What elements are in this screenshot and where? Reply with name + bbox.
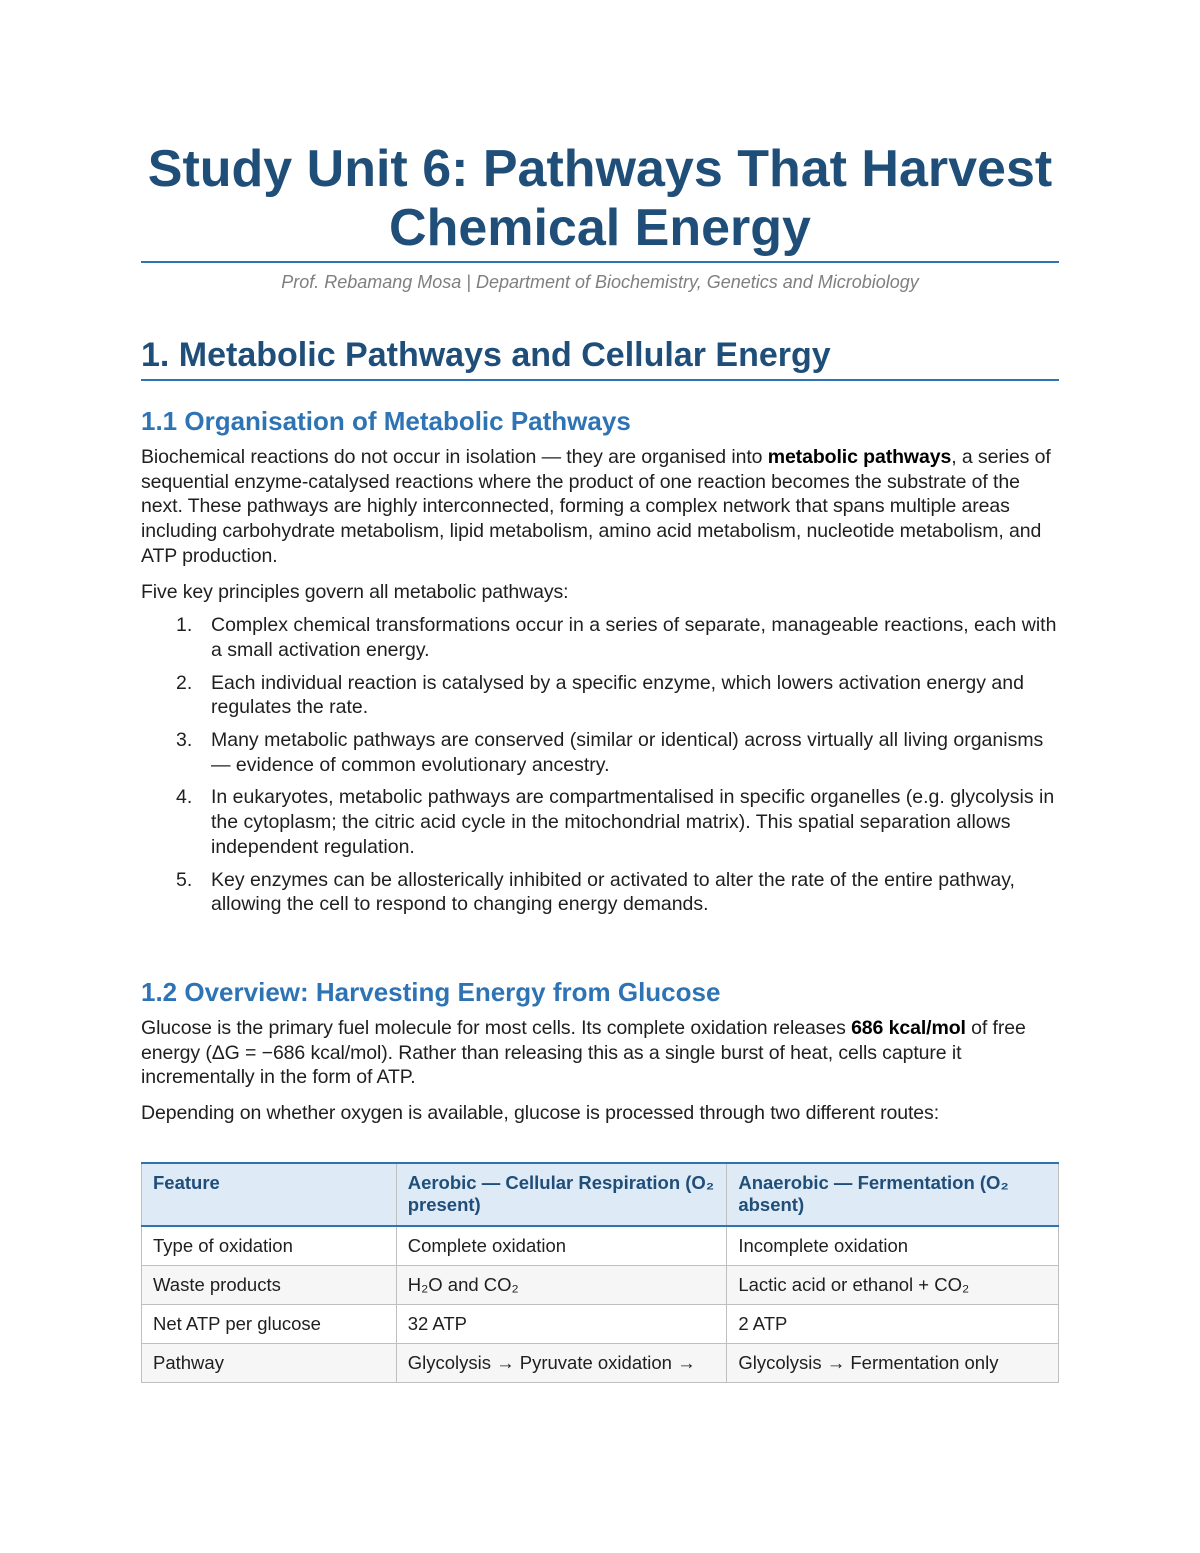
table-cell: Incomplete oxidation — [727, 1226, 1059, 1266]
section-1-2-paragraph-1 — [141, 1016, 1059, 1090]
section-1-heading: 1. Metabolic Pathways and Cellular Energy — [141, 336, 831, 374]
table-cell: Lactic acid or ethanol + CO₂ — [727, 1265, 1059, 1304]
document-page — [141, 0, 1059, 1383]
list-item — [141, 671, 1059, 720]
section-1-1-heading: 1.1 Organisation of Metabolic Pathways — [141, 406, 631, 436]
document-subtitle: Prof. Rebamang Mosa | Department of Biochemistry, Genetics and Microbiology — [281, 272, 919, 292]
table-cell: Type of oxidation — [142, 1226, 397, 1266]
table-cell: H₂O and CO₂ — [396, 1265, 727, 1304]
table-cell: Glycolysis → Pyruvate oxidation → — [396, 1343, 727, 1382]
paragraph-text: of free energy (ΔG = −686 kcal/mol). Rather than releasing this as a single burst of heat, cells capture it incrementally in the form of ATP. — [141, 1016, 1026, 1089]
paragraph-text: Glucose is the primary fuel molecule for most cells. Its complete oxidation releases — [141, 1016, 852, 1039]
list-item-text: In eukaryotes, metabolic pathways are compartmentalised in specific organelles (e.g. glycolysis in the cytoplasm; the citric acid cycle in the mitochondrial matrix). This spatial separation allows independent regulation. — [211, 786, 1055, 858]
table-row — [142, 1304, 1059, 1343]
section-1-1-paragraph-2: Five key principles govern all metabolic pathways: — [141, 580, 569, 603]
section-1-2-heading: 1.2 Overview: Harvesting Energy from Glucose — [141, 976, 721, 1007]
table-cell: Waste products — [142, 1265, 397, 1304]
table-row — [142, 1226, 1059, 1266]
list-item-text: Key enzymes can be allosterically inhibited or activated to alter the rate of the entire pathway, allowing the cell to respond to changing energy demands. — [211, 868, 1015, 916]
table-header-row — [142, 1163, 1059, 1226]
table-row — [142, 1265, 1059, 1304]
list-number: 2. — [176, 671, 193, 694]
table-header-cell: Aerobic — Cellular Respiration (O₂ present) — [396, 1163, 727, 1226]
section-1-divider — [141, 379, 1059, 381]
table-cell: 2 ATP — [727, 1304, 1059, 1343]
section-1-1-paragraph-1 — [141, 445, 1059, 569]
table-cell: Net ATP per glucose — [142, 1304, 397, 1343]
list-number: 1. — [176, 614, 193, 637]
key-value: 686 kcal/mol — [851, 1016, 966, 1039]
list-item-text: Complex chemical transformations occur in a series of separate, manageable reactions, each with a small activation energy. — [211, 614, 1057, 661]
section-1-2-paragraph-2: Depending on whether oxygen is available, glucose is processed through two different routes: — [141, 1102, 940, 1125]
principles-list — [141, 613, 1059, 917]
table-header-cell: Feature — [142, 1163, 397, 1226]
list-item — [141, 613, 1059, 662]
list-number: 3. — [176, 729, 193, 752]
paragraph-text: Biochemical reactions do not occur in isolation — they are organised into — [141, 446, 768, 468]
comparison-table — [141, 1162, 1059, 1383]
table-cell: 32 ATP — [396, 1304, 727, 1343]
table-header-cell: Anaerobic — Fermentation (O₂ absent) — [727, 1163, 1059, 1226]
table-cell: Pathway — [142, 1343, 397, 1382]
table-row — [142, 1343, 1059, 1382]
list-number: 5. — [176, 868, 193, 891]
table-cell: Glycolysis → Fermentation only — [727, 1343, 1059, 1382]
list-number: 4. — [176, 786, 193, 809]
key-term: metabolic pathways — [767, 446, 952, 468]
list-item — [141, 868, 1059, 917]
list-item — [141, 785, 1059, 859]
paragraph-text: , a series of sequential enzyme-catalysed reactions where the product of one reaction becomes the substrate of the next. These pathways are highly interconnected, forming a complex network that spans multiple areas including carbohydrate metabolism, lipid metabolism, amino acid metabolism, nucleotide metabolism, and ATP production. — [141, 446, 1051, 567]
document-title: Study Unit 6: Pathways That Harvest Chemical Energy — [147, 140, 1053, 257]
list-item-text: Each individual reaction is catalysed by a specific enzyme, which lowers activation energy and regulates the rate. — [211, 671, 1024, 719]
list-item — [141, 728, 1059, 777]
list-item-text: Many metabolic pathways are conserved (similar or identical) across virtually all living organisms — evidence of common evolutionary ancestry. — [211, 729, 1044, 776]
table-cell: Complete oxidation — [396, 1226, 727, 1266]
title-divider — [141, 261, 1059, 263]
